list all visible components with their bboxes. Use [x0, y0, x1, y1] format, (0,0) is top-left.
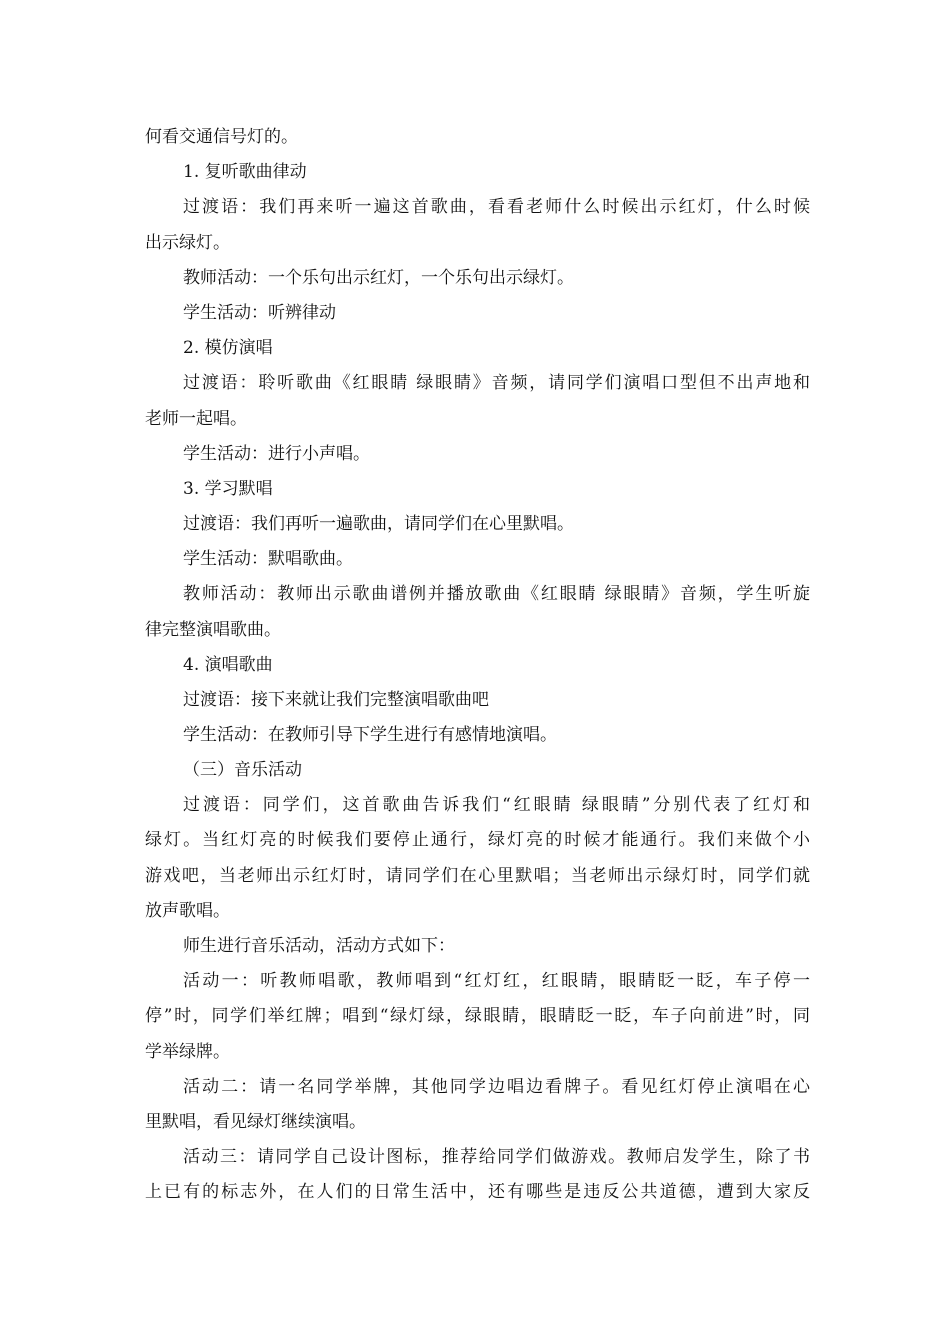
text-line: 学生活动：在教师引导下学生进行有感情地演唱。 — [183, 725, 557, 745]
text-line: 过渡语：接下来就让我们完整演唱歌曲吧 — [183, 690, 489, 710]
text-line: 绿灯。当红灯亮的时候我们要停止通行，绿灯亮的时候才能通行。我们来做个小 — [145, 830, 810, 850]
text-line: 学生活动：进行小声唱。 — [183, 444, 370, 464]
text-line: 里默唱，看见绿灯继续演唱。 — [145, 1112, 366, 1132]
text-line: 学举绿牌。 — [145, 1042, 230, 1062]
text-line: 出示绿灯。 — [145, 233, 230, 253]
section-heading: 3. 学习默唱 — [183, 479, 273, 499]
text-line: 游戏吧，当老师出示红灯时，请同学们在心里默唱；当老师出示绿灯时，同学们就 — [145, 866, 810, 886]
section-heading: 1. 复听歌曲律动 — [183, 162, 307, 182]
section-heading: （三）音乐活动 — [183, 760, 302, 780]
text-line: 学生活动：默唱歌曲。 — [183, 549, 353, 569]
text-line: 律完整演唱歌曲。 — [145, 620, 281, 640]
text-line: 上已有的标志外，在人们的日常生活中，还有哪些是违反公共道德，遭到大家反 — [145, 1182, 810, 1202]
text-line: 过渡语：聆听歌曲《红眼睛 绿眼睛》音频，请同学们演唱口型但不出声地和 — [183, 373, 810, 393]
section-heading: 2. 模仿演唱 — [183, 338, 273, 358]
text-line: 学生活动：听辨律动 — [183, 303, 336, 323]
text-line: 停”时，同学们举红牌；唱到“绿灯绿，绿眼睛，眼睛眨一眨，车子向前进”时，同 — [145, 1006, 810, 1026]
text-line: 教师活动：教师出示歌曲谱例并播放歌曲《红眼睛 绿眼睛》音频，学生听旋 — [183, 584, 810, 604]
text-line: 师生进行音乐活动，活动方式如下： — [183, 936, 455, 956]
text-line: 过渡语：同学们，这首歌曲告诉我们“红眼睛 绿眼睛”分别代表了红灯和 — [183, 795, 810, 815]
text-line: 教师活动：一个乐句出示红灯，一个乐句出示绿灯。 — [183, 268, 574, 288]
text-line: 活动一：听教师唱歌，教师唱到“红灯红，红眼睛，眼睛眨一眨，车子停一 — [183, 971, 810, 991]
text-line: 何看交通信号灯的。 — [145, 127, 298, 147]
text-line: 过渡语：我们再听一遍歌曲，请同学们在心里默唱。 — [183, 514, 574, 534]
text-line: 老师一起唱。 — [145, 409, 247, 429]
section-heading: 4. 演唱歌曲 — [183, 655, 273, 675]
text-line: 放声歌唱。 — [145, 901, 230, 921]
text-line: 过渡语：我们再来听一遍这首歌曲，看看老师什么时候出示红灯，什么时候 — [183, 197, 810, 217]
text-line: 活动二：请一名同学举牌，其他同学边唱边看牌子。看见红灯停止演唱在心 — [183, 1077, 810, 1097]
text-line: 活动三：请同学自己设计图标，推荐给同学们做游戏。教师启发学生，除了书 — [183, 1147, 810, 1167]
